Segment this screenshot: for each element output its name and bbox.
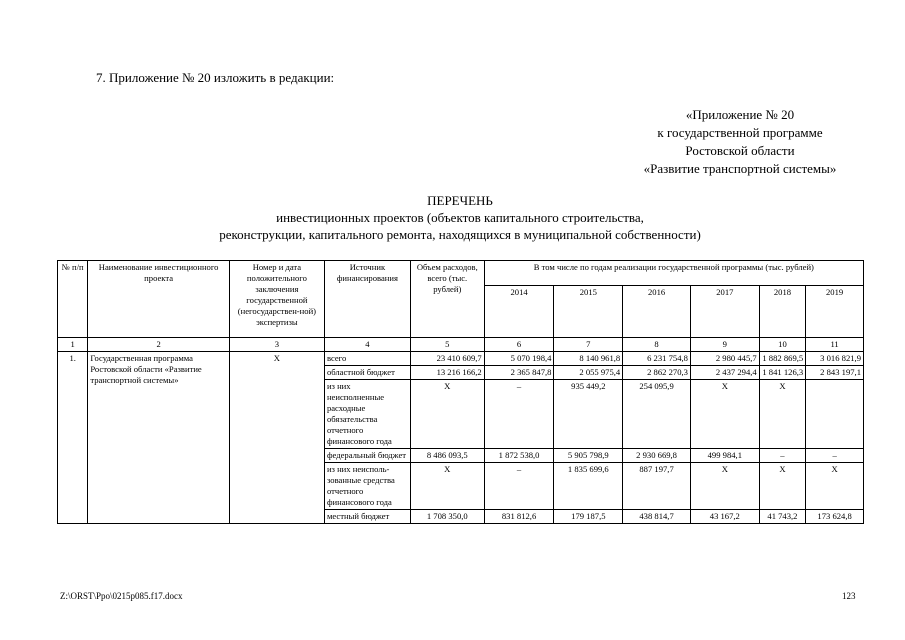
- year-value-cell: 173 624,8: [806, 510, 864, 524]
- source-cell: областной бюджет: [324, 366, 410, 380]
- year-value-cell: Х: [806, 463, 864, 510]
- column-number-row: [58, 338, 864, 352]
- header-year: 2017: [690, 286, 759, 338]
- year-value-cell: 179 187,5: [554, 510, 623, 524]
- year-value-cell: 1 872 538,0: [484, 449, 554, 463]
- source-cell: всего: [324, 352, 410, 366]
- year-value-cell: Х: [690, 463, 759, 510]
- total-cell: 13 216 166,2: [410, 366, 484, 380]
- year-value-cell: [806, 380, 864, 449]
- year-value-cell: –: [806, 449, 864, 463]
- source-cell: из них неисполненные расходные обязательства отчетного финансового года: [324, 380, 410, 449]
- year-value-cell: –: [484, 463, 554, 510]
- year-value-cell: 1 835 699,6: [554, 463, 623, 510]
- year-value-cell: Х: [759, 463, 806, 510]
- source-cell: федеральный бюджет: [324, 449, 410, 463]
- year-value-cell: 2 930 669,8: [623, 449, 691, 463]
- column-number: 3: [229, 338, 324, 352]
- year-value-cell: Х: [759, 380, 806, 449]
- year-value-cell: 43 167,2: [690, 510, 759, 524]
- year-value-cell: 887 197,7: [623, 463, 691, 510]
- header-conclusion: Номер и дата положительного заключения государственной (негосударствен-ной) экспертизы: [229, 261, 324, 338]
- year-value-cell: 438 814,7: [623, 510, 691, 524]
- column-number: 6: [484, 338, 554, 352]
- year-value-cell: 3 016 821,9: [806, 352, 864, 366]
- header-row: [58, 261, 864, 286]
- header-year: 2014: [484, 286, 554, 338]
- column-number: 8: [623, 338, 691, 352]
- total-cell: 8 486 093,5: [410, 449, 484, 463]
- appendix-line-1: «Приложение № 20: [685, 107, 795, 122]
- column-number: 9: [690, 338, 759, 352]
- header-year: 2015: [554, 286, 623, 338]
- year-value-cell: 2 055 975,4: [554, 366, 623, 380]
- header-name: Наименование инвестиционного проекта: [88, 261, 230, 338]
- year-value-cell: 2 843 197,1: [806, 366, 864, 380]
- year-value-cell: Х: [690, 380, 759, 449]
- year-value-cell: 8 140 961,8: [554, 352, 623, 366]
- total-cell: 23 410 609,7: [410, 352, 484, 366]
- year-value-cell: 499 984,1: [690, 449, 759, 463]
- year-value-cell: 935 449,2: [554, 380, 623, 449]
- footer-file-path: Z:\ORST\Ppo\0215p085.f17.docx: [60, 591, 183, 601]
- appendix-line-2: к государственной программе: [657, 125, 823, 140]
- title-line-2: инвестиционных проектов (объектов капитального строительства,: [276, 210, 644, 225]
- year-value-cell: –: [759, 449, 806, 463]
- year-value-cell: 5 070 198,4: [484, 352, 554, 366]
- header-num: № п/п: [58, 261, 88, 338]
- header-volume: Объем расходов, всего (тыс. рублей): [410, 261, 484, 338]
- table-row: [58, 352, 864, 366]
- header-year: 2016: [623, 286, 691, 338]
- column-number: 1: [58, 338, 88, 352]
- year-value-cell: 2 437 294,4: [690, 366, 759, 380]
- project-conclusion: Х: [229, 352, 324, 524]
- appendix-line-4: «Развитие транспортной системы»: [643, 161, 837, 176]
- source-cell: местный бюджет: [324, 510, 410, 524]
- appendix-reference: [600, 106, 880, 178]
- header-year: 2018: [759, 286, 806, 338]
- header-year: 2019: [806, 286, 864, 338]
- column-number: 2: [88, 338, 230, 352]
- year-value-cell: 1 882 869,5: [759, 352, 806, 366]
- year-value-cell: 2 980 445,7: [690, 352, 759, 366]
- year-value-cell: 831 812,6: [484, 510, 554, 524]
- column-number: 10: [759, 338, 806, 352]
- title-line-3: реконструкции, капитального ремонта, находящихся в муниципальной собственности): [219, 227, 701, 242]
- intro-text: 7. Приложение № 20 изложить в редакции:: [96, 70, 335, 85]
- investment-projects-table: [57, 260, 864, 524]
- year-value-cell: 2 365 847,8: [484, 366, 554, 380]
- column-number: 5: [410, 338, 484, 352]
- header-years-caption: В том числе по годам реализации государственной программы (тыс. рублей): [484, 261, 863, 286]
- total-cell: Х: [410, 380, 484, 449]
- appendix-line-3: Ростовской области: [685, 143, 795, 158]
- year-value-cell: 41 743,2: [759, 510, 806, 524]
- total-cell: Х: [410, 463, 484, 510]
- year-value-cell: –: [484, 380, 554, 449]
- year-value-cell: 254 095,9: [623, 380, 691, 449]
- source-cell: из них неисполь-зованные средства отчетного финансового года: [324, 463, 410, 510]
- project-name: Государственная программа Ростовской области «Развитие транспортной системы»: [88, 352, 230, 524]
- year-value-cell: 6 231 754,8: [623, 352, 691, 366]
- document-title: [60, 192, 860, 243]
- total-cell: 1 708 350,0: [410, 510, 484, 524]
- project-num: 1.: [58, 352, 88, 524]
- page-number: 123: [842, 591, 856, 601]
- header-source: Источник финансирования: [324, 261, 410, 338]
- column-number: 11: [806, 338, 864, 352]
- year-value-cell: 1 841 126,3: [759, 366, 806, 380]
- year-value-cell: 2 862 270,3: [623, 366, 691, 380]
- column-number: 7: [554, 338, 623, 352]
- title-heading: ПЕРЕЧЕНЬ: [427, 193, 493, 208]
- column-number: 4: [324, 338, 410, 352]
- year-value-cell: 5 905 798,9: [554, 449, 623, 463]
